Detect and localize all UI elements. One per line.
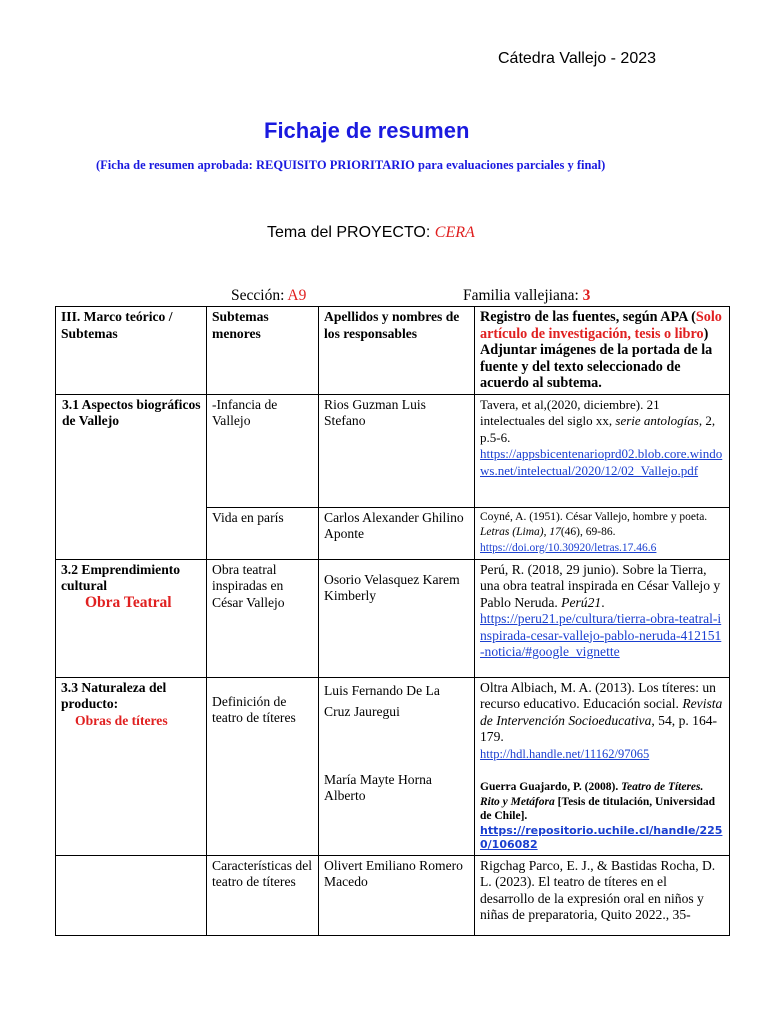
responsible-cell: Olivert Emiliano Romero Macedo (319, 855, 475, 935)
section-field (231, 287, 306, 305)
subtopic-cell: Definición de teatro de títeres (207, 677, 319, 855)
source-link[interactable]: https://doi.org/10.30920/letras.17.46.6 (480, 541, 657, 554)
subtopic-cell: -Infancia de Vallejo (207, 394, 319, 507)
table-header-row (56, 307, 730, 395)
theme-highlight: Obras de títeres (75, 712, 168, 728)
source-link[interactable]: https://repositorio.uchile.cl/handle/2250/106082 (480, 823, 723, 851)
theme-cell: 3.3 Naturaleza del producto: Obras de títeres (56, 677, 207, 855)
theme-highlight: Obra Teatral (85, 593, 172, 611)
theme-cell: 3.2 Emprendimiento cultural Obra Teatral (56, 559, 207, 677)
subtopic-cell: Características del teatro de títeres (207, 855, 319, 935)
source-link[interactable]: http://hdl.handle.net/11162/97065 (480, 746, 650, 761)
table-row (56, 677, 730, 855)
header-subtopics: Subtemas menores (207, 307, 319, 395)
project-theme (267, 224, 475, 242)
catedra-label: Cátedra Vallejo - 2023 (498, 50, 657, 67)
subtopic-cell: Obra teatral inspiradas en César Vallejo (207, 559, 319, 677)
header-theory: III. Marco teórico / Subtemas (56, 307, 207, 395)
subtopic-cell: Vida en parís (207, 507, 319, 559)
responsible-cell: Rios Guzman Luis Stefano (319, 394, 475, 507)
responsible-cell: Carlos Alexander Ghilino Aponte (319, 507, 475, 559)
table-row (56, 855, 730, 935)
project-theme-label: Tema del PROYECTO: (267, 224, 431, 241)
responsible-cell: Luis Fernando De La Cruz Jauregui María Mayte Horna Alberto (319, 677, 475, 855)
responsible-cell: Osorio Velasquez Karem Kimberly (319, 559, 475, 677)
source-cell: Oltra Albiach, M. A. (2013). Los títeres: un recurso educativo. Educación social. Revista de Intervención Socioeducativa, 54, p. 164-179. http://hdl.handle.net/11162/97065 Guerra Guajardo, P. (2008). Teatro de Títeres. Rito y Metáfora [Tesis de titulación, Universidad de Chile]. https://repositorio.uchile.cl/handle/2250/106082 (475, 677, 730, 855)
table-row (56, 394, 730, 507)
family-value: 3 (582, 287, 591, 304)
summary-table (55, 306, 730, 936)
section-value: A9 (287, 287, 307, 304)
project-theme-value: CERA (434, 224, 475, 241)
header-responsibles: Apellidos y nombres de los responsables (319, 307, 475, 395)
section-label: Sección: (231, 287, 285, 304)
source-link[interactable]: https://peru21.pe/cultura/tierra-obra-teatral-inspirada-cesar-vallejo-pablo-neruda-412151-noticia/#google_vignette (480, 611, 722, 659)
theme-cell: 3.1 Aspectos biográficos de Vallejo (56, 394, 207, 559)
source-cell: Rigchag Parco, E. J., & Bastidas Rocha, D. L. (2023). El teatro de títeres en el desarrollo de la expresión oral en niños y niñas de preparatoria, Quito 2022., 35- (475, 855, 730, 935)
source-link[interactable]: https://appsbicentenarioprd02.blob.core.windows.net/intelectual/2020/12/02_Vallejo.pdf (480, 446, 723, 478)
header-sources: Registro de las fuentes, según APA (Solo artículo de investigación, tesis o libro) Adjuntar imágenes de la portada de la fuente y del texto seleccionado de acuerdo al subtema. (475, 307, 730, 395)
source-cell: Coyné, A. (1951). César Vallejo, hombre y poeta. Letras (Lima), 17(46), 69-86. https://doi.org/10.30920/letras.17.46.6 (475, 507, 730, 559)
family-field (463, 287, 590, 305)
source-cell: Tavera, et al,(2020, diciembre). 21 intelectuales del siglo xx, serie antologías, 2, p.5-6. https://appsbicentenarioprd02.blob.core.windows.net/intelectual/2020/12/02_Vallejo.pdf (475, 394, 730, 507)
page-title: Fichaje de resumen (264, 118, 470, 143)
theme-cell (56, 855, 207, 935)
page-subtitle: (Ficha de resumen aprobada: REQUISITO PRIORITARIO para evaluaciones parciales y final) (96, 158, 606, 172)
table-row (56, 559, 730, 677)
family-label: Familia vallejiana: (463, 287, 579, 304)
source-cell: Perú, R. (2018, 29 junio). Sobre la Tierra, una obra teatral inspirada en César Vallejo y Pablo Neruda. Perú21. https://peru21.pe/cultura/tierra-obra-teatral-inspirada-cesar-vallejo-pablo-neruda-412151-noticia/#google_vignette (475, 559, 730, 677)
